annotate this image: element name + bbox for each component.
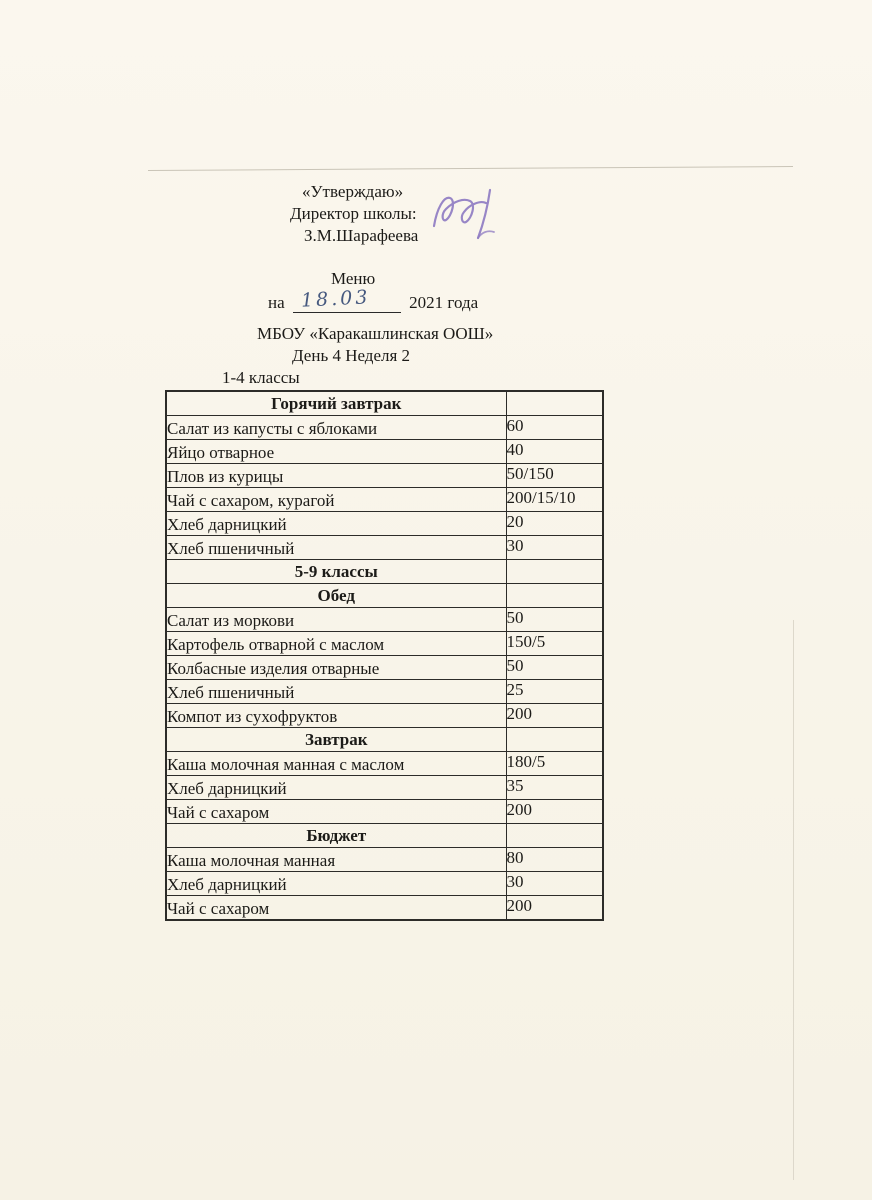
menu-title: Меню <box>331 269 376 288</box>
dish-amount: 200 <box>506 896 603 921</box>
day-week-line: День 4 Неделя 2 <box>292 346 411 365</box>
dish-amount: 30 <box>506 872 603 896</box>
dish-amount: 80 <box>506 848 603 872</box>
table-row <box>166 440 603 464</box>
dish-name: Компот из сухофруктов <box>166 704 506 728</box>
approval-text: «Утверждаю» <box>302 182 404 201</box>
approval-block <box>290 181 418 247</box>
table-row <box>166 896 603 921</box>
dish-amount: 60 <box>506 416 603 440</box>
dish-name: Чай с сахаром, курагой <box>166 488 506 512</box>
signature-icon <box>428 186 528 246</box>
table-row <box>166 776 603 800</box>
dish-amount: 30 <box>506 536 603 560</box>
section-row <box>166 391 603 416</box>
table-row <box>166 416 603 440</box>
dish-name: Яйцо отварное <box>166 440 506 464</box>
dish-amount: 20 <box>506 512 603 536</box>
table-row <box>166 680 603 704</box>
school-name: МБОУ «Каракашлинская ООШ» <box>257 324 494 343</box>
dish-amount: 200 <box>506 800 603 824</box>
dish-amount: 200 <box>506 704 603 728</box>
date-blank-line <box>293 286 401 313</box>
table-row <box>166 488 603 512</box>
section-label: Завтрак <box>166 728 506 752</box>
section-row <box>166 560 603 584</box>
table-row <box>166 704 603 728</box>
table-row <box>166 632 603 656</box>
table-row <box>166 800 603 824</box>
dish-name: Плов из курицы <box>166 464 506 488</box>
section-row <box>166 584 603 608</box>
table-row <box>166 752 603 776</box>
dish-amount: 40 <box>506 440 603 464</box>
dish-name: Хлеб дарницкий <box>166 776 506 800</box>
dish-name: Каша молочная манная с маслом <box>166 752 506 776</box>
dish-amount: 50 <box>506 656 603 680</box>
section-empty-cell <box>506 391 603 416</box>
section-empty-cell <box>506 560 603 584</box>
table-row <box>166 848 603 872</box>
menu-table <box>165 390 604 921</box>
dish-name: Каша молочная манная <box>166 848 506 872</box>
section-label: Обед <box>166 584 506 608</box>
section-empty-cell <box>506 824 603 848</box>
dish-name: Хлеб дарницкий <box>166 872 506 896</box>
dish-amount: 25 <box>506 680 603 704</box>
dish-name: Хлеб пшеничный <box>166 680 506 704</box>
table-row <box>166 656 603 680</box>
director-name: З.М.Шарафеева <box>304 226 419 245</box>
dish-name: Чай с сахаром <box>166 896 506 921</box>
dish-amount: 50 <box>506 608 603 632</box>
date-suffix: 2021 года <box>409 293 479 312</box>
scan-artifact-top-line <box>148 166 793 171</box>
section-empty-cell <box>506 728 603 752</box>
section-row <box>166 728 603 752</box>
section-label: 5-9 классы <box>166 560 506 584</box>
dish-name: Хлеб дарницкий <box>166 512 506 536</box>
dish-name: Чай с сахаром <box>166 800 506 824</box>
table-row <box>166 872 603 896</box>
dish-name: Хлеб пшеничный <box>166 536 506 560</box>
dish-amount: 35 <box>506 776 603 800</box>
dish-name: Салат из моркови <box>166 608 506 632</box>
menu-table-body <box>166 391 603 920</box>
table-row <box>166 512 603 536</box>
table-row <box>166 464 603 488</box>
scan-artifact-right-line <box>793 620 794 1180</box>
section-empty-cell <box>506 584 603 608</box>
dish-name: Салат из капусты с яблоками <box>166 416 506 440</box>
dish-amount: 50/150 <box>506 464 603 488</box>
dish-amount: 150/5 <box>506 632 603 656</box>
section-label: Горячий завтрак <box>166 391 506 416</box>
section-label: Бюджет <box>166 824 506 848</box>
table-row <box>166 608 603 632</box>
grades-label: 1-4 классы <box>222 368 300 387</box>
dish-amount: 180/5 <box>506 752 603 776</box>
date-line <box>268 286 479 313</box>
director-label: Директор школы: <box>290 204 417 223</box>
dish-amount: 200/15/10 <box>506 488 603 512</box>
date-prefix: на <box>268 293 285 312</box>
section-row <box>166 824 603 848</box>
dish-name: Колбасные изделия отварные <box>166 656 506 680</box>
handwritten-date: 18.03 <box>300 286 371 312</box>
dish-name: Картофель отварной с маслом <box>166 632 506 656</box>
table-row <box>166 536 603 560</box>
